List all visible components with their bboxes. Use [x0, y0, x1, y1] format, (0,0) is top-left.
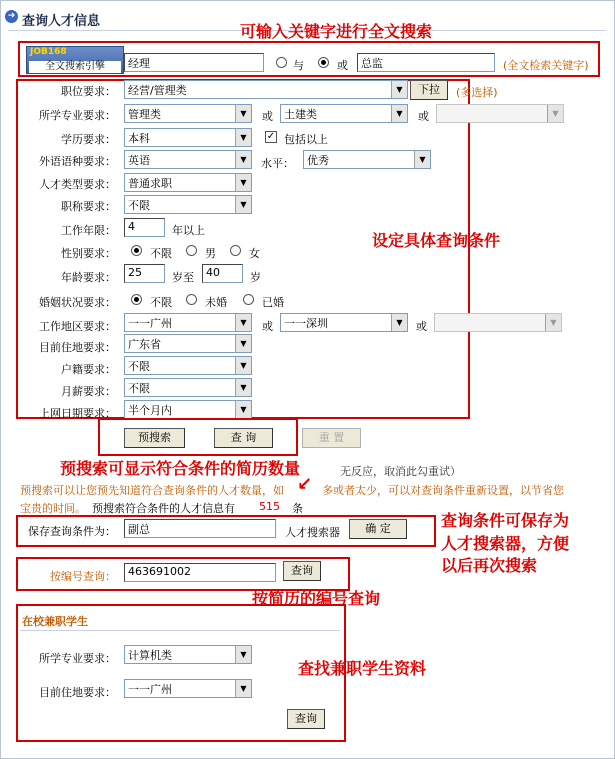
hukou-select[interactable]: 不限 ▼	[124, 356, 252, 375]
marriage-any-radio[interactable]	[131, 294, 142, 305]
or-label: 或	[337, 59, 348, 72]
area-select-1[interactable]: 一一广州 ▼	[124, 313, 252, 332]
age-label: 年龄要求：	[61, 271, 116, 284]
student-divider	[20, 630, 340, 631]
edu-select[interactable]: 本科 ▼	[124, 128, 252, 147]
major-label: 所学专业要求：	[39, 109, 116, 122]
chevron-down-icon: ▼	[235, 314, 251, 331]
annotation-save-2: 人才搜索器，方便	[441, 534, 570, 553]
presearch-info-1b: 多或者太少，可以对查询条件重新设置，以节省您	[322, 484, 564, 497]
gender-male-label: 男	[205, 247, 216, 260]
hukou-label: 户籍要求：	[61, 363, 116, 376]
marriage-married-radio[interactable]	[243, 294, 254, 305]
major-select-3[interactable]	[436, 104, 564, 123]
talent-type-label: 人才类型要求：	[39, 178, 116, 191]
presearch-count-unit: 条	[292, 502, 303, 515]
chevron-down-icon: ▼	[547, 105, 563, 122]
save-name-input[interactable]: 副总	[124, 519, 276, 538]
chevron-down-icon: ▼	[235, 357, 251, 374]
marriage-single-radio[interactable]	[186, 294, 197, 305]
include-above-label: 包括以上	[284, 133, 328, 146]
age-from-input[interactable]: 25	[124, 264, 165, 283]
gender-female-radio[interactable]	[230, 245, 241, 256]
student-major-label: 所学专业要求：	[39, 652, 116, 665]
gender-male-radio[interactable]	[186, 245, 197, 256]
student-residence-label: 目前住地要求：	[39, 686, 116, 699]
chevron-down-icon: ▼	[391, 81, 407, 98]
chevron-down-icon: ▼	[235, 335, 251, 352]
online-label: 上网日期要求：	[39, 407, 116, 420]
marriage-any-label: 不限	[150, 296, 172, 309]
and-label: 与	[293, 59, 304, 72]
age-unit: 岁	[250, 271, 261, 284]
student-major-select[interactable]: 计算机类 ▼	[124, 645, 252, 664]
chevron-down-icon: ▼	[235, 174, 251, 191]
chevron-down-icon: ▼	[235, 129, 251, 146]
years-input[interactable]: 4	[124, 218, 165, 237]
search-engine-logo: JOB168 全文搜索引擎	[26, 46, 124, 74]
chevron-down-icon: ▼	[235, 151, 251, 168]
area-or-1: 或	[262, 320, 273, 333]
reset-button[interactable]: 重 置	[302, 428, 361, 448]
or-word-2: 或	[418, 110, 429, 123]
chevron-down-icon: ▼	[235, 379, 251, 396]
chevron-down-icon: ▼	[235, 196, 251, 213]
chevron-down-icon: ▼	[235, 680, 251, 697]
save-confirm-button[interactable]: 确 定	[349, 519, 407, 539]
chevron-down-icon: ▼	[414, 151, 430, 168]
annotation-conditions: 设定具体查询条件	[372, 231, 501, 250]
lang-label: 外语语种要求：	[39, 155, 116, 168]
chevron-down-icon: ▼	[391, 314, 407, 331]
title-req-label: 职称要求：	[61, 200, 116, 213]
and-radio[interactable]	[276, 57, 287, 68]
salary-select[interactable]: 不限 ▼	[124, 378, 252, 397]
presearch-info-2: 宝贵的时间。	[20, 502, 86, 515]
pointer-arrow-icon: ↙	[297, 474, 313, 495]
marriage-label: 婚姻状况要求：	[39, 296, 116, 309]
annotation-keyword: 可输入关键字进行全文搜索	[240, 22, 433, 41]
student-heading: 在校兼职学生	[22, 615, 88, 628]
keyword1-input[interactable]: 经理	[124, 53, 264, 72]
area-or-2: 或	[416, 320, 427, 333]
keyword-hint: (全文检索关键字)	[503, 59, 589, 72]
major-select-1[interactable]: 管理类 ▼	[124, 104, 252, 123]
presearch-info-1: 预搜索可以让您预先知道符合查询条件的人才数量，如	[20, 484, 284, 497]
job-select[interactable]: 经营/管理类 ▼	[124, 80, 408, 99]
gender-label: 性别要求：	[61, 247, 116, 260]
age-to-input[interactable]: 40	[202, 264, 243, 283]
marriage-single-label: 未婚	[205, 296, 227, 309]
talent-type-select[interactable]: 普通求职 ▼	[124, 173, 252, 192]
annotation-save-1: 查询条件可保存为	[441, 511, 570, 530]
save-suffix: 人才搜索器	[285, 526, 340, 539]
save-label: 保存查询条件为：	[28, 525, 116, 538]
years-label: 工作年限：	[61, 224, 116, 237]
keyword2-input[interactable]: 总监	[357, 53, 495, 72]
student-search-button[interactable]: 查询	[287, 709, 325, 729]
number-search-button[interactable]: 查询	[283, 561, 321, 581]
chevron-down-icon: ▼	[235, 646, 251, 663]
chevron-down-icon: ▼	[235, 401, 251, 418]
area-label: 工作地区要求：	[39, 320, 116, 333]
residence-label: 目前住地要求：	[39, 341, 116, 354]
gender-any-radio[interactable]	[131, 245, 142, 256]
online-select[interactable]: 半个月内 ▼	[124, 400, 252, 419]
number-search-input[interactable]: 463691002	[124, 563, 276, 582]
age-to-word: 岁至	[172, 271, 194, 284]
chevron-down-icon: ▼	[235, 105, 251, 122]
no-response-hint: 无反应，取消此勾重试）	[340, 465, 461, 478]
gender-female-label: 女	[249, 247, 260, 260]
arrow-circle-icon: ➜	[5, 10, 18, 23]
search-button[interactable]: 查 询	[214, 428, 273, 448]
or-radio[interactable]	[318, 57, 329, 68]
level-label: 水平：	[261, 157, 294, 170]
years-suffix: 年以上	[172, 224, 205, 237]
area-select-2[interactable]: 一一深圳 ▼	[280, 313, 408, 332]
chevron-down-icon: ▼	[545, 314, 561, 331]
student-residence-select[interactable]: 一一广州 ▼	[124, 679, 252, 698]
residence-select[interactable]: 广东省 ▼	[124, 334, 252, 353]
marriage-married-label: 已婚	[262, 296, 284, 309]
lang-select[interactable]: 英语 ▼	[124, 150, 252, 169]
major-select-2[interactable]: 土建类 ▼	[280, 104, 408, 123]
number-search-label: 按编号查询：	[50, 570, 116, 583]
presearch-count: 515	[259, 500, 280, 513]
salary-label: 月薪要求：	[61, 385, 116, 398]
include-above-checkbox[interactable]: ✓	[266, 131, 276, 142]
title-req-select[interactable]: 不限 ▼	[124, 195, 252, 214]
pulldown-button[interactable]: 下拉	[410, 80, 448, 100]
or-word-1: 或	[262, 110, 273, 123]
annotation-student: 查找兼职学生资料	[298, 659, 427, 678]
level-select[interactable]: 优秀 ▼	[303, 150, 431, 169]
annotation-number: 按简历的编号查询	[252, 589, 381, 608]
multi-select-hint: (多选择)	[456, 86, 498, 99]
gender-any-label: 不限	[150, 247, 172, 260]
area-select-3[interactable]	[434, 313, 562, 332]
page-title: 查询人才信息	[22, 14, 101, 29]
edu-label: 学历要求：	[61, 133, 116, 146]
annotation-save-3: 以后再次搜索	[441, 556, 538, 575]
chevron-down-icon: ▼	[391, 105, 407, 122]
presearch-button[interactable]: 预搜索	[124, 428, 185, 448]
annotation-presearch: 预搜索可显示符合条件的简历数量	[60, 459, 301, 478]
presearch-count-prefix: 预搜索符合条件的人才信息有	[92, 502, 235, 515]
job-label: 职位要求：	[61, 85, 116, 98]
